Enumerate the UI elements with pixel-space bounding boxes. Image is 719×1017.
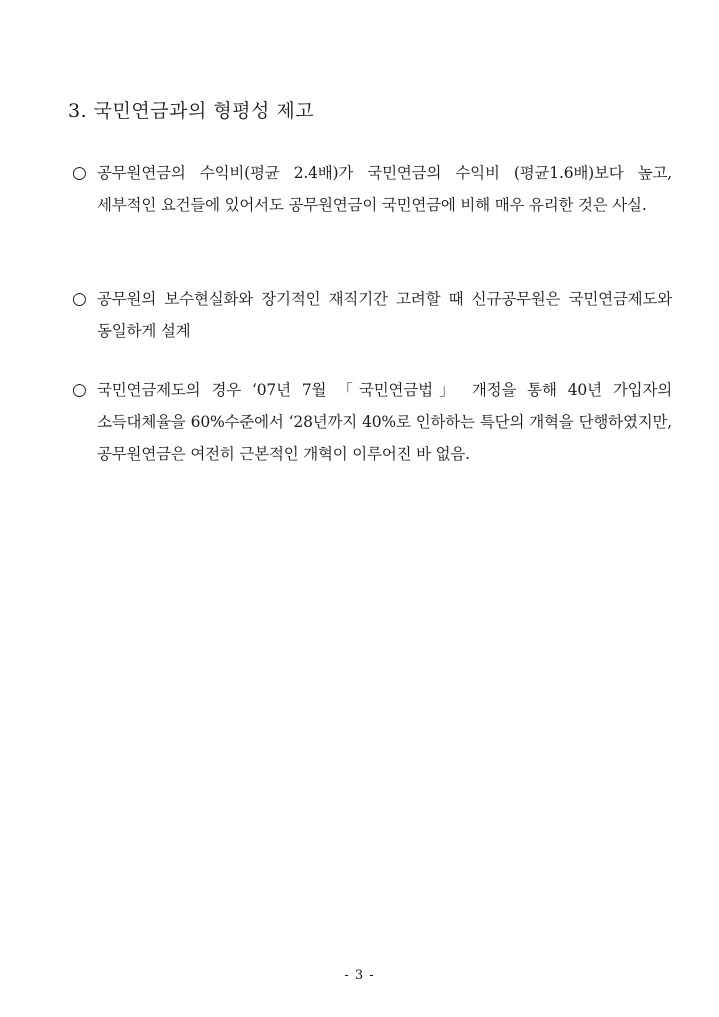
bullet-text: 공무원의 보수현실화와 장기적인 재직기간 고려할 때 신규공무원은 국민연금제도와 동일하게 설계 [97, 290, 672, 340]
bullet-text: 공무원연금의 수익비(평균 2.4배)가 국민연금의 수익비 (평균1.6배)보다 높고, 세부적인 요건들에 있어서도 공무원연금이 국민연금에 비해 매우 유리한 것은 사실. [97, 164, 672, 214]
section-heading: 3. 국민연금과의 형평성 제고 [68, 100, 315, 122]
page-number: - 3 - [344, 968, 375, 983]
bullet-item [72, 157, 672, 221]
circle-bullet-icon: ○ [72, 163, 87, 183]
circle-bullet-icon: ○ [72, 289, 87, 309]
bullet-text: 국민연금제도의 경우 ‘07년 7월 「국민연금법」 개정을 통해 40년 가입자의 소득대체율을 60%수준에서 ‘28년까지 40%로 인하하는 특단의 개혁을 단행하였지만, 공무원연금은 여전히 근본적인 개혁이 이루어진 바 없음. [97, 381, 672, 463]
circle-bullet-icon: ○ [72, 380, 87, 400]
bullet-item [72, 374, 672, 470]
bullet-item [72, 283, 672, 347]
